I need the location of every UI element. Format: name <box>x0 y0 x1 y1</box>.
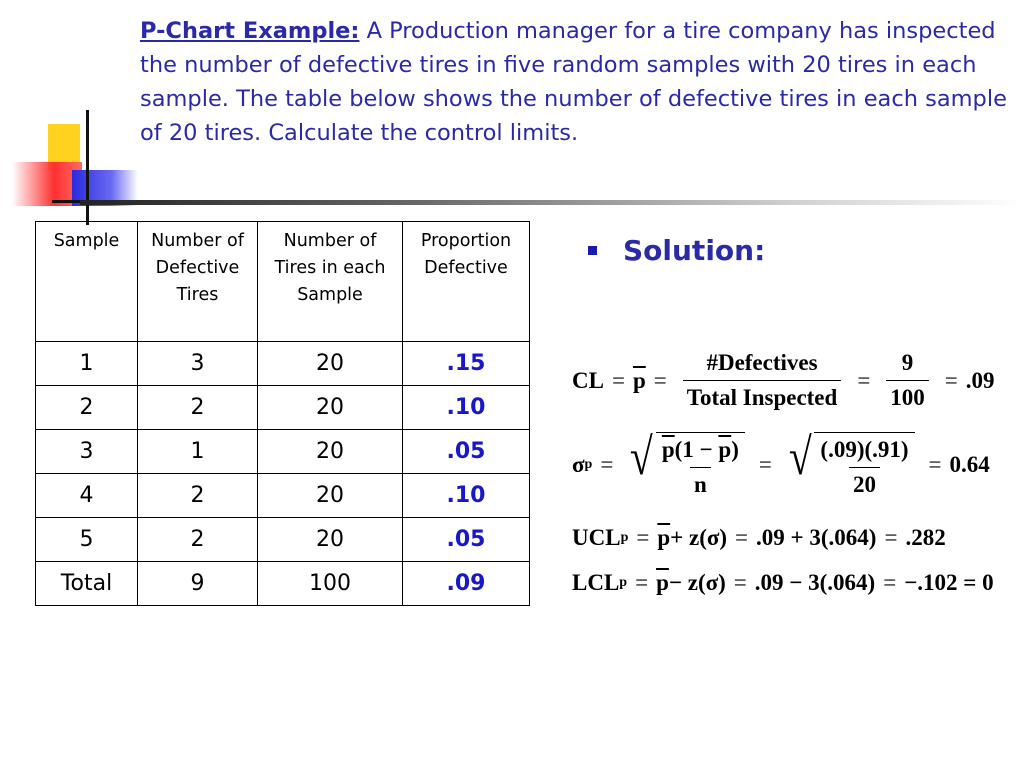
cell-defective: 2 <box>138 386 258 430</box>
formula-center-line: CL = $\overline{p}$ = $\frac{\text{\#Defectives}}{\text{Total Inspected}}$ = $\frac{9}{100}$ = .09 <box>572 350 995 410</box>
cell-defective: 2 <box>138 518 258 562</box>
cell-total-size: 100 <box>258 562 403 606</box>
logo-vertical-line <box>86 110 89 225</box>
table-header-row <box>36 222 530 342</box>
cell-proportion: .10 <box>403 474 530 518</box>
sigma-lhs: σ <box>572 452 585 477</box>
lcl-mid: − z(σ) <box>668 570 726 595</box>
cell-proportion: .05 <box>403 430 530 474</box>
cell-proportion: .15 <box>403 342 530 386</box>
table-row <box>36 342 530 386</box>
cell-size: 20 <box>258 474 403 518</box>
header-sample-size: Number of Tires in each Sample <box>258 222 403 342</box>
cl-fraction-values <box>886 350 929 411</box>
ucl-pbar: $\overline{p}$ <box>657 525 671 550</box>
cell-size: 20 <box>258 430 403 474</box>
cl-result: .09 <box>965 367 995 393</box>
ucl-sub: p <box>620 530 629 545</box>
cell-proportion: .10 <box>403 386 530 430</box>
cl-lhs: CL <box>572 367 604 393</box>
header-sample: Sample <box>36 222 138 342</box>
ucl-result: .282 <box>905 525 946 550</box>
slide-heading <box>140 14 1010 150</box>
table-row <box>36 518 530 562</box>
ucl-calc: .09 + 3(.064) <box>756 525 877 550</box>
header-proportion: Proportion Defective <box>403 222 530 342</box>
title-divider <box>80 200 1024 205</box>
decorative-logo <box>0 100 150 230</box>
sigma-denominator-value: 20 <box>849 467 880 498</box>
header-defective-count: Number of Defective Tires <box>138 222 258 342</box>
cell-defective: 2 <box>138 474 258 518</box>
cell-total-label: Total <box>36 562 138 606</box>
cell-size: 20 <box>258 386 403 430</box>
table-total-row <box>36 562 530 606</box>
table-row <box>36 430 530 474</box>
cl-denominator: Total Inspected <box>683 380 842 411</box>
sigma-fraction-values <box>816 437 912 498</box>
cl-numerator: #Defectives <box>706 350 818 375</box>
table-row <box>36 474 530 518</box>
cl-pbar: $\overline{p}$ <box>632 367 646 393</box>
formula-ucl: UCL p = $\overline{p}$ + z(σ) = .09 + 3(.064) = .282 <box>572 525 946 550</box>
cl-numerator-value: 9 <box>901 350 914 375</box>
cl-denominator-value: 100 <box>886 380 929 411</box>
sigma-sub: p <box>584 457 593 472</box>
solution-bullet <box>588 234 765 267</box>
sigma-numerator-value: (.09)(.91) <box>820 437 909 462</box>
sigma-fraction: $\frac{p(1 - \overline{p})}{n}$ <box>661 437 739 497</box>
sigma-result: 0.64 <box>949 452 990 477</box>
cell-sample: 5 <box>36 518 138 562</box>
table-row <box>36 386 530 430</box>
cell-total-defective: 9 <box>138 562 258 606</box>
heading-text: A Production manager for a tire company has inspected the number of defective tires in five random samples with 20 tires in each sample. The table below shows the number of defective tires in each sample of 20 tires. Calculate the control limits. <box>140 18 1007 146</box>
cell-sample: 3 <box>36 430 138 474</box>
lcl-lhs: LCL <box>572 570 620 595</box>
cl-fraction <box>683 350 842 411</box>
defects-table <box>35 221 530 606</box>
radical-icon: √ <box>630 429 653 486</box>
ucl-lhs: UCL <box>572 525 621 550</box>
cell-defective: 1 <box>138 430 258 474</box>
cell-sample: 2 <box>36 386 138 430</box>
sigma-sqrt-values <box>786 429 915 498</box>
cell-size: 20 <box>258 518 403 562</box>
lcl-pbar: $\overline{p}$ <box>656 570 669 595</box>
sigma-denominator: n <box>690 467 711 498</box>
cell-defective: 3 <box>138 342 258 386</box>
ucl-mid: + z(σ) <box>670 525 728 550</box>
sigma-sqrt <box>627 429 745 498</box>
radical-icon: √ <box>788 429 812 486</box>
lcl-sub: p <box>619 575 628 590</box>
lcl-calc: .09 − 3(.064) <box>754 570 876 595</box>
solution-label: Solution: <box>623 234 766 267</box>
cell-sample: 1 <box>36 342 138 386</box>
cell-proportion: .05 <box>403 518 530 562</box>
bullet-square-icon <box>588 246 597 255</box>
cell-size: 20 <box>258 342 403 386</box>
cell-sample: 4 <box>36 474 138 518</box>
cell-total-proportion: .09 <box>403 562 530 606</box>
formula-lcl: LCL p = $\overline{p}$ − z(σ) = .09 − 3(.064) = −.102 = 0 <box>572 570 994 595</box>
lcl-result: −.102 = 0 <box>904 570 994 595</box>
heading-lead: P-Chart Example: <box>140 18 360 44</box>
formula-sigma: σ p = √ $\frac{p(1 - \overline{p})}{n}$ = √ $\frac{(.09)(.91)}{20}$ = 0.64 <box>572 429 990 497</box>
